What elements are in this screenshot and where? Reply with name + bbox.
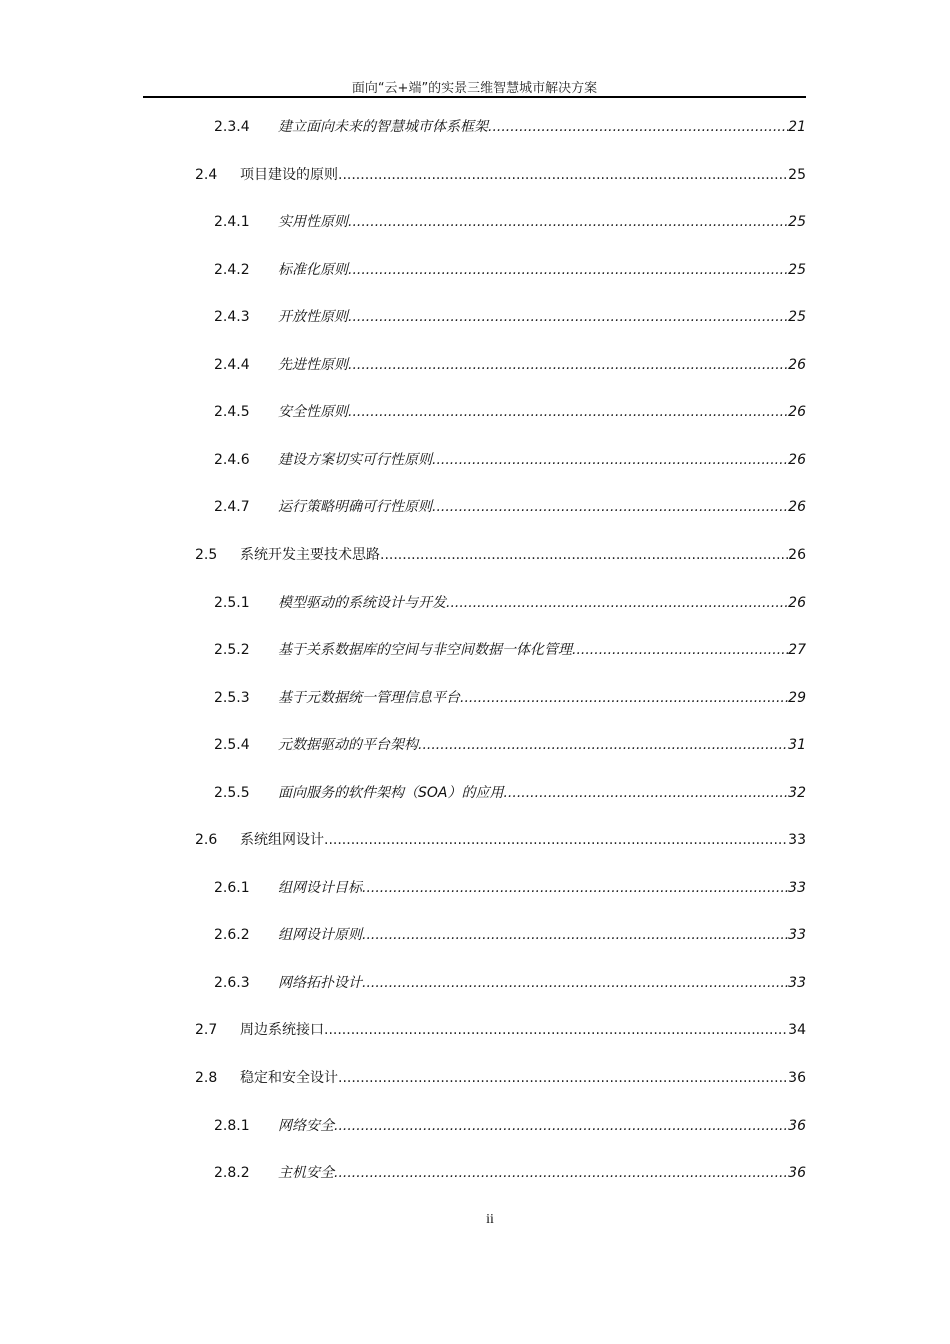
toc-entry[interactable] [214, 402, 806, 422]
toc-entry-title: 标准化原则 [278, 261, 348, 278]
toc-entry-page: 26 [788, 499, 806, 516]
toc-entry-title: 模型驱动的系统设计与开发 [278, 594, 446, 611]
toc-entry-title: 开放性原则 [278, 309, 348, 326]
toc-entry[interactable] [214, 117, 806, 137]
toc-entry-page: 33 [788, 879, 806, 896]
toc-entry[interactable] [214, 593, 806, 613]
toc-entry-page: 26 [788, 356, 806, 373]
dot-leader [324, 1020, 788, 1040]
toc-entry-title: 基于元数据统一管理信息平台 [278, 689, 460, 706]
dot-leader [324, 830, 788, 850]
toc-entry-page: 26 [788, 404, 806, 421]
toc-entry-number: 2.5.1 [214, 594, 250, 611]
toc-entry-title: 网络拓扑设计 [278, 974, 362, 991]
toc-entry-page: 26 [788, 451, 806, 468]
toc-entry-page: 25 [788, 261, 806, 278]
toc-entry-number: 2.5.4 [214, 737, 250, 754]
dot-leader [488, 117, 788, 137]
toc-entry-page: 26 [788, 546, 806, 563]
toc-entry-title: 建设方案切实可行性原则 [278, 451, 432, 468]
dot-leader [418, 735, 788, 755]
toc-entry-title: 稳定和安全设计 [240, 1070, 338, 1086]
toc-entry-number: 2.4.2 [214, 261, 250, 278]
toc-entry-number: 2.6.1 [214, 879, 250, 896]
toc-entry-title: 系统开发主要技术思路 [240, 546, 380, 563]
toc-entry-number: 2.6.2 [214, 927, 250, 944]
toc-entry-page: 34 [788, 1022, 806, 1039]
toc-entry-number: 2.4.3 [214, 309, 250, 326]
dot-leader [348, 212, 788, 232]
toc-entry-number: 2.4.6 [214, 451, 250, 468]
toc-entry-page: 33 [788, 927, 806, 944]
header-rule [143, 96, 806, 98]
toc-entry-number: 2.4 [195, 166, 218, 183]
toc-entry[interactable] [195, 545, 806, 565]
toc-entry[interactable] [214, 307, 806, 327]
toc-entry-number: 2.4.4 [214, 356, 250, 373]
dot-leader [362, 878, 788, 898]
toc-entry-number: 2.5.2 [214, 642, 250, 659]
toc-entry[interactable] [195, 1020, 806, 1040]
toc-entry-title: 运行策略明确可行性原则 [278, 499, 432, 516]
toc-entry-number: 2.7 [195, 1022, 218, 1039]
toc-entry-title: 先进性原则 [278, 356, 348, 373]
toc-entry-page: 36 [788, 1070, 806, 1086]
toc-entry-number: 2.5 [195, 546, 218, 563]
toc-entry[interactable] [214, 640, 806, 660]
dot-leader [432, 450, 788, 470]
toc-entry-page: 26 [788, 594, 806, 611]
toc-entry-number: 2.5.5 [214, 784, 250, 801]
toc-entry-title: 项目建设的原则 [240, 166, 338, 183]
toc-entry-page: 21 [788, 119, 806, 135]
toc-entry-page: 31 [788, 737, 806, 754]
toc-entry-number: 2.8 [195, 1070, 218, 1086]
toc-entry[interactable] [214, 355, 806, 375]
toc-entry-title: 基于关系数据库的空间与非空间数据一体化管理 [278, 642, 572, 659]
toc-entry[interactable] [214, 212, 806, 232]
toc-entry-page: 33 [788, 832, 806, 849]
dot-leader [338, 1068, 788, 1088]
toc-entry-number: 2.6.3 [214, 974, 250, 991]
toc-entry-number: 2.8.2 [214, 1165, 250, 1182]
dot-leader [460, 688, 788, 708]
toc-entry[interactable] [214, 497, 806, 517]
dot-leader [503, 783, 788, 803]
toc-entry-number: 2.5.3 [214, 689, 250, 706]
toc-entry-number: 2.4.1 [214, 214, 250, 231]
toc-entry-page: 32 [788, 784, 806, 801]
toc-entry[interactable] [214, 783, 806, 803]
toc-entry-title: 系统组网设计 [240, 832, 324, 849]
toc-entry-title: 安全性原则 [278, 404, 348, 421]
toc-entry-page: 33 [788, 974, 806, 991]
toc-entry-number: 2.4.7 [214, 499, 250, 516]
toc-entry-page: 36 [788, 1165, 806, 1182]
dot-leader [348, 355, 788, 375]
toc-entry-number: 2.3.4 [214, 119, 250, 135]
toc-entry[interactable] [214, 1163, 806, 1183]
toc-entry-page: 25 [788, 309, 806, 326]
dot-leader [348, 402, 788, 422]
dot-leader [380, 545, 788, 565]
toc-entry[interactable] [214, 973, 806, 993]
toc-entry[interactable] [214, 735, 806, 755]
toc-entry-page: 25 [788, 214, 806, 231]
dot-leader [334, 1116, 788, 1136]
dot-leader [348, 260, 788, 280]
toc-entry-page: 27 [788, 642, 806, 659]
toc-entry-title: 组网设计原则 [278, 927, 362, 944]
page-number: ii [486, 1212, 494, 1227]
toc-entry[interactable] [214, 1116, 806, 1136]
toc-entry-page: 25 [788, 166, 806, 183]
dot-leader [362, 925, 788, 945]
toc-entry[interactable] [214, 450, 806, 470]
toc-entry[interactable] [214, 878, 806, 898]
toc-entry-title: 组网设计目标 [278, 879, 362, 896]
toc-entry-number: 2.8.1 [214, 1117, 250, 1134]
toc-entry[interactable] [214, 260, 806, 280]
dot-leader [348, 307, 788, 327]
toc-entry-title: 网络安全 [278, 1117, 334, 1134]
dot-leader [362, 973, 788, 993]
toc-entry-number: 2.4.5 [214, 404, 250, 421]
toc-entry-title: 周边系统接口 [240, 1022, 324, 1039]
dot-leader [446, 593, 788, 613]
dot-leader [338, 165, 788, 185]
dot-leader [572, 640, 788, 660]
toc-entry[interactable] [195, 830, 806, 850]
dot-leader [334, 1163, 788, 1183]
running-header: 面向“云+端”的实景三维智慧城市解决方案 [351, 81, 598, 96]
toc-entry[interactable] [195, 165, 806, 185]
toc-entry[interactable] [214, 688, 806, 708]
toc-entry[interactable] [195, 1068, 806, 1088]
toc-entry-number: 2.6 [195, 832, 218, 849]
toc-entry-title: 主机安全 [278, 1165, 334, 1182]
toc-entry-page: 29 [788, 689, 806, 706]
toc-entry-title: 实用性原则 [278, 214, 348, 231]
toc-entry-title: 面向服务的软件架构（SOA）的应用 [278, 784, 504, 801]
dot-leader [432, 497, 788, 517]
toc-entry[interactable] [214, 925, 806, 945]
toc-entry-page: 36 [788, 1117, 806, 1134]
toc-entry-title: 建立面向未来的智慧城市体系框架 [278, 119, 488, 135]
toc-entry-title: 元数据驱动的平台架构 [278, 737, 418, 754]
